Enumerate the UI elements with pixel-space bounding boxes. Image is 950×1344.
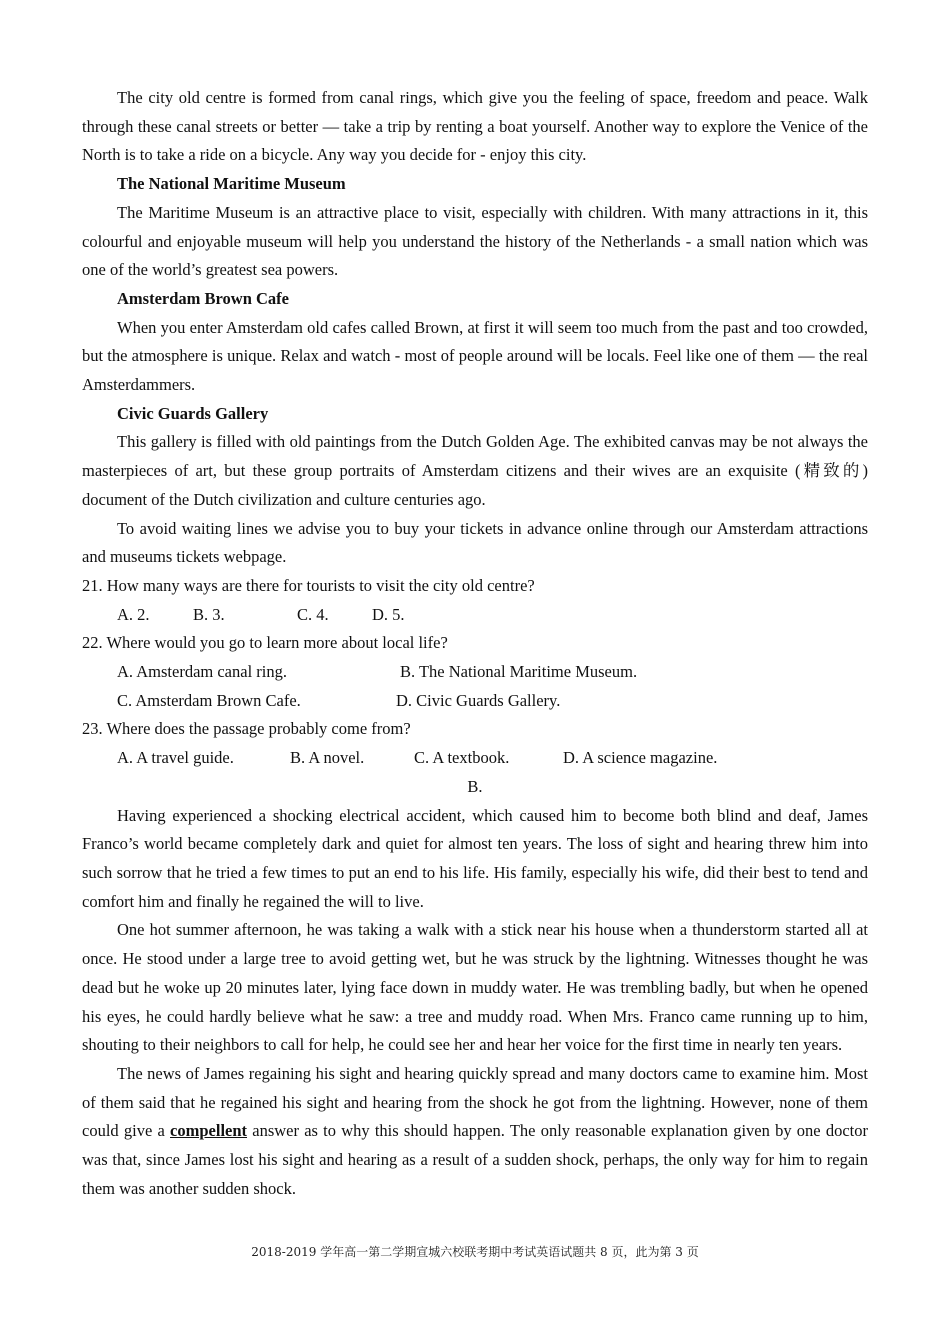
paragraph-civic-guards: This gallery is filled with old paintings from the Dutch Golden Age. The exhibited canvas may be not always the masterpieces of art, but these group portraits of Amsterdam citizens and their wives are an exquisite (精致的) document of the Dutch civilization and culture centuries ago.	[82, 432, 868, 509]
paragraph-doctors-text-after: answer as to why this should happen. The only reasonable explanation given by one doctor was that, since James lost his sight and hearing as a result of a sudden shock, perhaps, the only way for him to regain them was another sudden shock.	[82, 1121, 868, 1198]
option-c: C. Amsterdam Brown Cafe.	[117, 690, 301, 710]
section-b-label: B.	[467, 776, 483, 796]
underlined-word: compellent	[170, 1121, 248, 1141]
paragraph-doctors	[82, 1060, 868, 1204]
heading-brown-cafe: Amsterdam Brown Cafe	[117, 288, 290, 308]
paragraph-tickets: To avoid waiting lines we advise you to buy your tickets in advance online through our Amsterdam attractions and museums tickets webpage.	[82, 518, 868, 567]
paragraph-doctors-text-before: The news of James regaining his sight and hearing quickly spread and many doctors came to examine him. Most of them said that he regained his sight and hearing from the shock he got from the lightning. However, none of them could give a	[82, 1063, 868, 1141]
question-23: 23. Where does the passage probably come from?	[82, 719, 411, 739]
question-21: 21. How many ways are there for tourists to visit the city old centre?	[82, 575, 535, 595]
page-footer: 2018-2019 学年高一第二学期宣城六校联考期中考试英语试题共 8 页，此为第 3 页	[251, 1245, 699, 1259]
option-b: B. 3.	[193, 604, 225, 624]
option-b: B. The National Maritime Museum.	[400, 662, 638, 682]
question-22: 22. Where would you go to learn more about local life?	[82, 633, 448, 653]
exam-page	[82, 84, 868, 1203]
option-c: C. A textbook.	[414, 748, 510, 768]
option-c: C. 4.	[297, 604, 329, 624]
option-d: D. 5.	[372, 604, 405, 624]
option-d: D. Civic Guards Gallery.	[396, 690, 561, 710]
option-d: D. A science magazine.	[563, 748, 718, 768]
paragraph-canal-rings: The city old centre is formed from canal rings, which give you the feeling of space, freedom and peace. Walk through these canal streets or better — take a trip by renting a boat yourself. Another way to explore the Venice of the North is to take a ride on a bicycle. Any way you decide for - enjoy this city.	[82, 88, 868, 165]
option-a: A. 2.	[117, 604, 150, 624]
question-22-options-row1	[82, 658, 868, 687]
paragraph-maritime-museum: The Maritime Museum is an attractive place to visit, especially with children. With many attractions in it, this colourful and enjoyable museum will help you understand the history of the Netherlands - a small nation which was one of the world’s greatest sea powers.	[82, 202, 868, 280]
option-a: A. A travel guide.	[117, 748, 234, 768]
question-21-options	[82, 601, 868, 630]
question-23-options	[82, 744, 868, 773]
paragraph-brown-cafe: When you enter Amsterdam old cafes called Brown, at first it will seem too much from the past and too crowded, but the atmosphere is unique. Relax and watch - most of people around will be locals. Feel like one of them — the real Amsterdammers.	[82, 317, 868, 395]
paragraph-accident: Having experienced a shocking electrical accident, which caused him to become both blind and deaf, James Franco’s world became completely dark and quiet for almost ten years. The loss of sight and hearing threw him into such sorrow that he tried a few times to put an end to his life. His family, especially his wife, did their best to tend and comfort him and finally he regained the will to live.	[82, 805, 868, 911]
heading-maritime-museum: The National Maritime Museum	[117, 174, 346, 194]
option-a: A. Amsterdam canal ring.	[117, 662, 287, 682]
paragraph-lightning: One hot summer afternoon, he was taking a walk with a stick near his house when a thunderstorm started all at once. He stood under a large tree to avoid getting wet, but he was struck by the lightning. Witnesses thought he was dead but he woke up 20 minutes later, lying face down in muddy water. He was trembling badly, but when he opened his eyes, he could hardly believe what he saw: a tree and muddy road. When Mrs. Franco came running up to him, shouting to their neighbors to call for help, he could see her and hear her voice for the first time in nearly ten years.	[82, 920, 868, 1055]
question-22-options-row2	[82, 687, 868, 716]
heading-civic-guards: Civic Guards Gallery	[117, 403, 269, 423]
option-b: B. A novel.	[290, 748, 365, 768]
